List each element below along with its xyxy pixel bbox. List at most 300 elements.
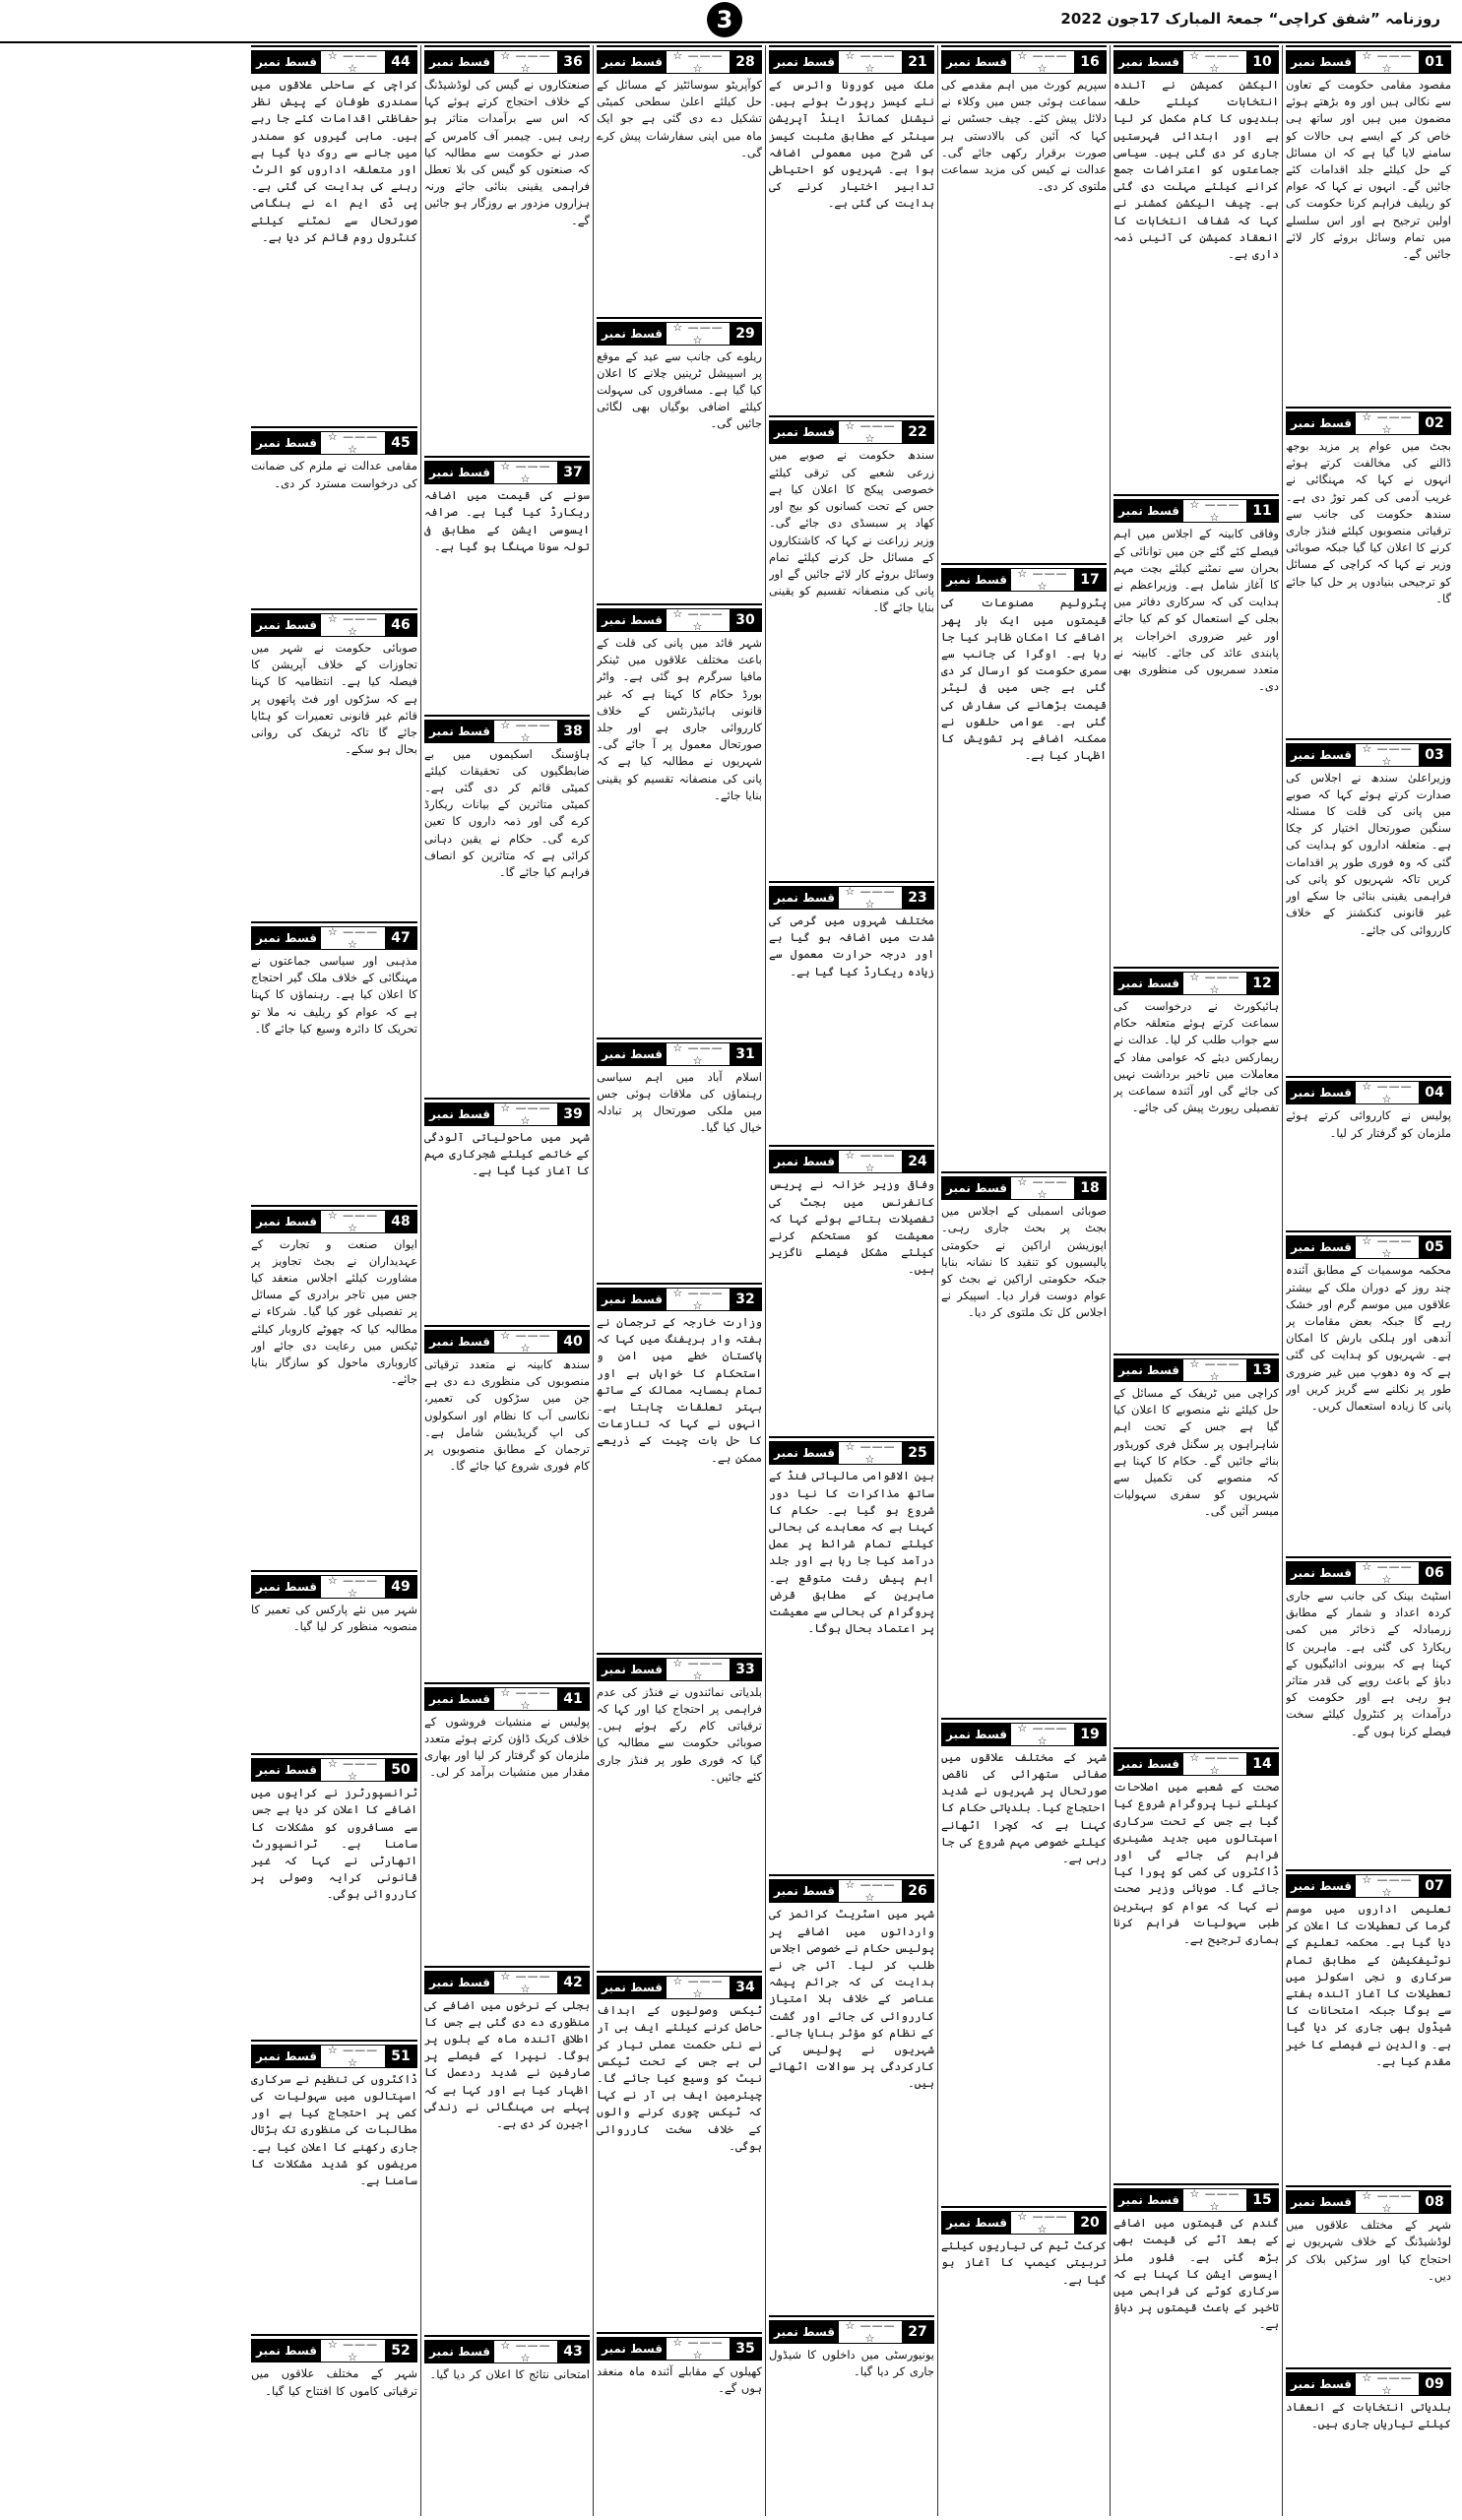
story-tag-label: قسط نمبر — [252, 614, 321, 636]
news-story — [941, 45, 1107, 559]
story-tag-label: قسط نمبر — [1287, 412, 1356, 434]
story-tag-label: قسط نمبر — [1287, 2373, 1356, 2395]
star-divider-icon: ☆ ——— ☆ — [845, 2318, 896, 2345]
star-divider-icon: ☆ ——— ☆ — [327, 430, 379, 457]
star-divider-icon: ☆ ——— ☆ — [500, 1329, 551, 1355]
news-story — [769, 415, 934, 877]
news-story — [597, 317, 762, 599]
story-header — [941, 1723, 1107, 1746]
news-story — [424, 456, 590, 711]
star-divider-icon: ☆ ——— ☆ — [500, 718, 551, 744]
story-body-text: سونے کی قیمت میں اضافہ ریکارڈ کیا گیا ہے۔ صرافہ ایسوسی ایشن کے مطابق فی تولہ سونا مہنگا ہو گیا ہے۔ — [424, 488, 590, 553]
story-body-text: وزارت خارجہ کے ترجمان نے ہفتہ وار بریفنگ میں کہا کہ پاکستان خطے میں امن و استحکام کا خواہاں ہے اور تمام ہمسایہ ممالک کے ساتھ بہتر تعلقات چاہتا ہے۔ انہوں نے کہا کہ تنازعات کا حل بات چیت کے ذریعے ممکن ہے۔ — [597, 1314, 762, 1465]
news-column — [248, 45, 420, 2516]
star-divider-icon: ☆ ——— ☆ — [845, 419, 896, 446]
story-body-text: ملک میں کورونا وائرس کے نئے کیسز رپورٹ ہوئے ہیں۔ نیشنل کمانڈ اینڈ آپریشن سینٹر کے مطابق مثبت کیسز کی شرح میں معمولی اضافہ ہوا ہے۔ شہریوں کو احتیاطی تدابیر اختیار کرنے کی ہدایت کی گئی ہے۔ — [769, 78, 934, 211]
story-header — [769, 886, 934, 910]
story-number: 50 — [385, 1759, 416, 1781]
story-header — [769, 50, 934, 74]
news-story — [597, 2332, 762, 2516]
story-header — [941, 1176, 1107, 1200]
story-number: 43 — [557, 2341, 589, 2362]
story-number: 15 — [1246, 2189, 1278, 2211]
story-body-text: شہر میں اسٹریٹ کرائمز کی وارداتوں میں اضافے پر پولیس حکام نے خصوصی اجلاس طلب کر لیا۔ آئی جی نے ہدایت کی کہ جرائم پیشہ عناصر کے خلاف بلا امتیاز کارروائی کی جائے اور گشت کے نظام کو مؤثر بنایا جائے۔ شہریوں نے پولیس کی کارکردگی پر سوالات اٹھائے ہیں۔ — [769, 1907, 934, 2091]
story-header — [424, 1687, 590, 1711]
news-columns — [8, 45, 1454, 2516]
story-number: 25 — [902, 1442, 933, 1464]
news-story — [1286, 45, 1451, 403]
story-body-text: بجٹ میں عوام پر مزید بوجھ ڈالنے کی مخالفت کرتے ہوئے انہوں نے کہا کہ مہنگائی نے غریب آدمی کی کمر توڑ دی ہے۔ سندھ حکومت کی جانب سے ترقیاتی منصوبوں کیلئے فنڈز جاری کرنے کا اعلان کیا گیا جبکہ صوبائی وزیر نے کہا کہ کراچی کے مسائل کو ترجیحی بنیادوں پر حل کیا جائے گا۔ — [1286, 438, 1451, 605]
news-column — [1110, 45, 1282, 2516]
story-number: 35 — [730, 2338, 761, 2360]
story-tag-label: قسط نمبر — [1114, 1359, 1183, 1381]
news-story — [769, 1874, 934, 2310]
story-body-text: مقصود مقامی حکومت کے تعاون سے نکالی ہیں اور وہ بڑھتے ہوئے مضمون میں ہیں اور ساتھ ہی خاص کر کے ایسے ہی حالات کو سامنے لایا گیا ہے کہ ان مسائل کے حل کیلئے جلد اقدامات کئے جائیں گے۔ انہوں نے کہا کہ عوام کو ریلیف فراہم کرنا حکومت کی اولین ترجیح ہے اور اس سلسلے میں تمام وسائل بروئے کار لائے جائیں گے۔ — [1286, 78, 1451, 262]
story-header — [941, 2211, 1107, 2235]
star-divider-icon: ☆ ——— ☆ — [327, 1757, 379, 1784]
news-story — [597, 603, 762, 1034]
story-number: 47 — [385, 927, 416, 949]
masthead-date-line: روزنامہ ”شفق کراچی“ جمعۃ المبارک 17جون 2022 — [1060, 10, 1440, 28]
star-divider-icon: ☆ ——— ☆ — [672, 320, 724, 346]
story-header — [769, 1441, 934, 1465]
story-body-text: ہائیکورٹ نے درخواست کی سماعت کرتے ہوئے متعلقہ حکام سے جواب طلب کر لیا۔ عدالت نے ریمارکس دیئے کہ عوامی مفاد کے معاملات میں تاخیر برداشت نہیں کی جائے گی اور آئندہ سماعت پر تفصیلی رپورٹ پیش کی جائے۔ — [1113, 998, 1279, 1115]
story-tag-label: قسط نمبر — [1287, 51, 1356, 73]
story-body-text: بلدیاتی انتخابات کے انعقاد کیلئے تیاریاں جاری ہیں۔ — [1286, 2399, 1451, 2430]
story-header — [941, 568, 1107, 592]
story-tag-label: قسط نمبر — [598, 1659, 667, 1680]
story-number: 34 — [730, 1977, 761, 1998]
story-number: 46 — [385, 614, 416, 636]
story-tag-label: قسط نمبر — [1114, 2189, 1183, 2211]
story-number: 06 — [1419, 1562, 1450, 1584]
story-number: 48 — [385, 1211, 416, 1232]
story-number: 51 — [385, 2046, 416, 2067]
story-tag-label: قسط نمبر — [770, 1151, 839, 1172]
story-number: 16 — [1074, 51, 1106, 73]
news-story — [251, 608, 417, 917]
story-tag-label: قسط نمبر — [598, 323, 667, 345]
news-story — [769, 1436, 934, 1870]
story-body-text: وفاقی کابینہ کے اجلاس میں اہم فیصلے کئے گئے جن میں توانائی کے بحران سے نمٹنے کیلئے بچت مہم کا آغاز شامل ہے۔ وزیراعظم نے ہدایت کی کہ سرکاری دفاتر میں بجلی کے استعمال کو کم کیا جائے اور غیر ضروری اخراجات پر پابندی عائد کی جائے۔ کابینہ نے متعدد سمریوں کی منظوری بھی دی۔ — [1113, 527, 1279, 694]
news-story — [769, 1145, 934, 1432]
star-divider-icon: ☆ ——— ☆ — [1362, 741, 1413, 768]
story-number: 04 — [1419, 1082, 1450, 1103]
story-number: 52 — [385, 2340, 416, 2362]
news-story — [1286, 407, 1451, 734]
story-tag-label: قسط نمبر — [1287, 1082, 1356, 1103]
story-number: 10 — [1246, 51, 1278, 73]
story-body-text: سندھ حکومت نے صوبے میں زرعی شعبے کی ترقی کیلئے خصوصی پیکج کا اعلان کیا ہے جس کے تحت کسانوں کو بیج اور کھاد پر سبسڈی دی جائے گی۔ وزیر زراعت نے کہا کہ کاشتکاروں کے مسائل حل کرنے کیلئے تمام وسائل بروئے کار لائے جائیں گے اور پانی کی منصفانہ تقسیم کو یقینی بنایا جائے گا۔ — [769, 448, 934, 615]
news-story — [1286, 1230, 1451, 1552]
star-divider-icon: ☆ ——— ☆ — [845, 1878, 896, 1905]
story-body-text: شہر کے مختلف علاقوں میں ترقیاتی کاموں کا افتتاح کیا گیا۔ — [251, 2366, 417, 2398]
story-header — [251, 1210, 417, 1233]
story-header — [424, 1102, 590, 1126]
star-divider-icon: ☆ ——— ☆ — [327, 1208, 379, 1234]
story-number: 28 — [730, 51, 761, 73]
news-story — [251, 1205, 417, 1566]
star-divider-icon: ☆ ——— ☆ — [1017, 2210, 1068, 2236]
news-story — [251, 2334, 417, 2516]
story-number: 31 — [730, 1043, 761, 1065]
star-divider-icon: ☆ ——— ☆ — [1189, 2187, 1240, 2214]
story-tag-label: قسط نمبر — [942, 1724, 1011, 1745]
story-tag-label: قسط نمبر — [598, 1977, 667, 1998]
news-story — [769, 2315, 934, 2516]
story-body-text: سندھ کابینہ نے متعدد ترقیاتی منصوبوں کی منظوری دے دی ہے جن میں سڑکوں کی تعمیر، نکاسی آب کا نظام اور اسکولوں کی اپ گریڈیشن شامل ہے۔ ترجمان کے مطابق منصوبوں پر کام فوری شروع کیا جائے گا۔ — [424, 1357, 590, 1474]
story-number: 27 — [902, 2321, 933, 2343]
news-story — [597, 1971, 762, 2328]
story-body-text: صوبائی اسمبلی کے اجلاس میں بجٹ پر بحث جاری رہی۔ اپوزیشن اراکین نے حکومتی پالیسیوں کو تنقید کا نشانہ بنایا جبکہ حکومتی اراکین نے بجٹ کو عوام دوست قرار دیا۔ اسپیکر نے اجلاس کل تک ملتوی کر دیا۔ — [941, 1204, 1107, 1320]
news-story — [1286, 738, 1451, 1073]
news-column — [593, 45, 765, 2516]
news-story — [1286, 1869, 1451, 2181]
story-tag-label: قسط نمبر — [598, 51, 667, 73]
story-tag-label: قسط نمبر — [425, 51, 494, 73]
story-number: 38 — [557, 721, 589, 742]
news-story — [597, 1038, 762, 1279]
story-body-text: کراچی کے ساحلی علاقوں میں سمندری طوفان کے پیش نظر حفاظتی اقدامات کئے جا رہے ہیں۔ ماہی گیروں کو سمندر میں جانے سے روک دیا گیا ہے اور متعلقہ اداروں کو الرٹ رہنے کی ہدایت کی گئی ہے۔ پی ڈی ایم اے نے ہنگامی صورتحال سے نمٹنے کیلئے کنٹرول روم قائم کر دیا ہے۔ — [251, 78, 417, 244]
star-divider-icon: ☆ ——— ☆ — [672, 1656, 724, 1682]
story-header — [1286, 1561, 1451, 1585]
story-tag-label: قسط نمبر — [252, 432, 321, 454]
story-tag-label: قسط نمبر — [1287, 1875, 1356, 1897]
story-tag-label: قسط نمبر — [252, 927, 321, 949]
story-body-text: کوآپریٹو سوسائٹیز کے مسائل کے حل کیلئے اعلیٰ سطحی کمیٹی تشکیل دے دی گئی ہے جو ایک ماہ میں اپنی سفارشات پیش کرے گی۔ — [597, 78, 762, 159]
story-tag-label: قسط نمبر — [770, 2321, 839, 2343]
story-number: 12 — [1246, 973, 1278, 994]
star-divider-icon: ☆ ——— ☆ — [672, 606, 724, 633]
star-divider-icon: ☆ ——— ☆ — [1189, 49, 1240, 75]
story-tag-label: قسط نمبر — [252, 1211, 321, 1232]
story-tag-label: قسط نمبر — [942, 51, 1011, 73]
star-divider-icon: ☆ ——— ☆ — [1189, 498, 1240, 525]
story-tag-label: قسط نمبر — [942, 1177, 1011, 1199]
story-number: 41 — [557, 1688, 589, 1710]
story-tag-label: قسط نمبر — [598, 1289, 667, 1310]
story-header — [597, 50, 762, 74]
story-body-text: مختلف شہروں میں گرمی کی شدت میں اضافہ ہو گیا ہے اور درجہ حرارت معمول سے زیادہ ریکارڈ کیا گیا ہے۔ — [769, 914, 934, 978]
star-divider-icon: ☆ ——— ☆ — [1362, 1080, 1413, 1106]
news-column — [765, 45, 937, 2516]
star-divider-icon: ☆ ——— ☆ — [672, 1286, 724, 1312]
story-body-text: پولیس نے منشیات فروشوں کے خلاف کریک ڈاؤن کرتے ہوئے متعدد ملزمان کو گرفتار کر لیا اور بھاری مقدار میں منشیات برآمد کر لی۔ — [424, 1714, 590, 1780]
story-body-text: محکمہ موسمیات کے مطابق آئندہ چند روز کے دوران ملک کے بیشتر علاقوں میں موسم گرم اور خشک رہے گا جبکہ بعض مقامات پر آندھی اور ہلکی بارش کا امکان ہے۔ شہریوں کو ہدایت کی گئی ہے کہ وہ دھوپ میں غیر ضروری طور پر نکلنے سے گریز کریں اور پانی کا زیادہ استعمال کریں۔ — [1286, 1263, 1451, 1413]
story-body-text: وزیراعلیٰ سندھ نے اجلاس کی صدارت کرتے ہوئے کہا کہ صوبے میں پانی کی قلت کا مسئلہ سنگین صورتحال اختیار کر چکا ہے۔ متعلقہ اداروں کو ہدایت کی گئی کہ وہ فوری طور پر اقدامات کریں تاکہ شہریوں کو پانی کی فراہمی یقینی بنائی جا سکے اور غیر قانونی کنکشنز کے خلاف کارروائی کی جائے۔ — [1286, 770, 1451, 937]
story-body-text: شہر میں نئے پارکس کی تعمیر کا منصوبہ منظور کر لیا گیا۔ — [251, 1602, 417, 1633]
story-body-text: کھیلوں کے مقابلے آئندہ ماہ منعقد ہوں گے۔ — [597, 2363, 762, 2395]
story-tag-label: قسط نمبر — [770, 1442, 839, 1464]
story-header — [424, 1971, 590, 1994]
story-body-text: شہر میں ماحولیاتی آلودگی کے خاتمے کیلئے شجرکاری مہم کا آغاز کیا گیا ہے۔ — [424, 1129, 590, 1178]
story-number: 01 — [1419, 51, 1450, 73]
story-header — [1113, 2188, 1279, 2212]
story-number: 39 — [557, 1103, 589, 1125]
story-body-text: الیکشن کمیشن نے آئندہ انتخابات کیلئے حلقہ بندیوں کا کام مکمل کر لیا ہے اور ابتدائی فہرستیں جاری کر دی گئی ہیں۔ سیاسی جماعتوں کو اعتراضات جمع کرانے کیلئے مہلت دی گئی ہے۔ چیف الیکشن کمشنر نے کہا کہ شفاف انتخابات کا انعقاد کمیشن کی آئینی ذمہ داری ہے۔ — [1113, 78, 1279, 262]
story-header — [597, 2337, 762, 2361]
news-story — [424, 1966, 590, 2331]
story-tag-label: قسط نمبر — [770, 887, 839, 909]
news-story — [251, 45, 417, 422]
news-story — [1113, 967, 1279, 1350]
story-number: 02 — [1419, 412, 1450, 434]
story-number: 21 — [902, 51, 933, 73]
story-header — [1286, 1081, 1451, 1104]
star-divider-icon: ☆ ——— ☆ — [672, 1040, 724, 1067]
news-story — [769, 45, 934, 411]
news-story — [941, 563, 1107, 1167]
story-body-text: پٹرولیم مصنوعات کی قیمتوں میں ایک بار پھر اضافے کا امکان ظاہر کیا جا رہا ہے۔ اوگرا کی جانب سے سمری حکومت کو ارسال کر دی گئی ہے جس میں فی لیٹر قیمت بڑھانے کی سفارش کی گئی ہے۔ عوامی حلقوں نے ممکنہ اضافے پر تشویش کا اظہار کیا ہے۔ — [941, 596, 1107, 763]
story-header — [597, 322, 762, 346]
news-column — [1282, 45, 1454, 2516]
news-story — [597, 45, 762, 313]
story-header — [251, 613, 417, 637]
story-tag-label: قسط نمبر — [252, 1759, 321, 1781]
story-tag-label: قسط نمبر — [425, 2341, 494, 2362]
story-number: 03 — [1419, 744, 1450, 766]
story-header — [251, 2339, 417, 2362]
news-story — [424, 1098, 590, 1321]
story-tag-label: قسط نمبر — [1287, 1236, 1356, 1258]
story-tag-label: قسط نمبر — [252, 1576, 321, 1598]
story-header — [1286, 2190, 1451, 2214]
story-number: 24 — [902, 1151, 933, 1172]
story-header — [597, 1042, 762, 1066]
story-tag-label: قسط نمبر — [425, 1331, 494, 1353]
story-tag-label: قسط نمبر — [252, 2340, 321, 2362]
story-number: 42 — [557, 1972, 589, 1993]
story-number: 07 — [1419, 1875, 1450, 1897]
story-tag-label: قسط نمبر — [598, 2338, 667, 2360]
story-tag-label: قسط نمبر — [252, 2046, 321, 2067]
story-header — [424, 1330, 590, 1354]
story-tag-label: قسط نمبر — [425, 1972, 494, 1993]
story-header — [769, 1879, 934, 1903]
story-tag-label: قسط نمبر — [1114, 973, 1183, 994]
story-number: 18 — [1074, 1177, 1106, 1199]
story-body-text: یونیورسٹی میں داخلوں کا شیڈول جاری کر دیا گیا۔ — [769, 2347, 934, 2378]
star-divider-icon: ☆ ——— ☆ — [500, 2338, 551, 2364]
story-header — [1286, 2372, 1451, 2396]
news-story — [1113, 2183, 1279, 2516]
star-divider-icon: ☆ ——— ☆ — [1362, 1560, 1413, 1587]
story-number: 33 — [730, 1659, 761, 1680]
news-story — [597, 1283, 762, 1649]
story-header — [1286, 1874, 1451, 1898]
news-column — [420, 45, 593, 2516]
star-divider-icon: ☆ ——— ☆ — [327, 49, 379, 75]
story-body-text: صنعتکاروں نے گیس کی لوڈشیڈنگ کے خلاف احتجاج کرتے ہوئے کہا کہ اس سے برآمدات متاثر ہو رہی ہیں۔ چیمبر آف کامرس کے صدر نے حکومت سے مطالبہ کیا کہ صنعتوں کو گیس کی بلا تعطل فراہمی یقینی بنائی جائے ورنہ ہزاروں مزدور بے روزگار ہو جائیں گے۔ — [424, 78, 590, 227]
story-number: 19 — [1074, 1724, 1106, 1745]
star-divider-icon: ☆ ——— ☆ — [327, 2043, 379, 2069]
star-divider-icon: ☆ ——— ☆ — [672, 49, 724, 75]
star-divider-icon: ☆ ——— ☆ — [1362, 1872, 1413, 1899]
story-body-text: صحت کے شعبے میں اصلاحات کیلئے نیا پروگرام شروع کیا گیا ہے جس کے تحت سرکاری اسپتالوں میں جدید مشینری فراہم کی جائے گی اور ڈاکٹروں کی کمی کو پورا کیا جائے گا۔ صوبائی وزیر صحت نے کہا کہ عوام کو بہترین طبی سہولیات فراہم کرنا ہماری ترجیح ہے۔ — [1113, 1780, 1279, 1947]
story-body-text: گندم کی قیمتوں میں اضافے کے بعد آٹے کی قیمت بھی بڑھ گئی ہے۔ فلور ملز ایسوسی ایشن کا کہنا ہے کہ سرکاری کوٹے کی فراہمی میں تاخیر کے باعث قیمتوں پر دباؤ ہے۔ — [1113, 2216, 1279, 2332]
story-header — [251, 50, 417, 74]
story-tag-label: قسط نمبر — [1287, 2191, 1356, 2213]
story-tag-label: قسط نمبر — [1114, 500, 1183, 522]
story-header — [941, 50, 1107, 74]
story-body-text: اسٹیٹ بینک کی جانب سے جاری کردہ اعداد و شمار کے مطابق زرمبادلہ کے ذخائر میں کمی ریکارڈ کی گئی ہے۔ ماہرین کا کہنا ہے کہ بیرونی ادائیگیوں کے دباؤ کے باعث روپے کی قدر متاثر ہو رہی ہے اور حکومت کو درآمدات پر کنٹرول کیلئے سخت فیصلے کرنا ہوں گے۔ — [1286, 1589, 1451, 1738]
story-number: 30 — [730, 609, 761, 631]
star-divider-icon: ☆ ——— ☆ — [500, 1685, 551, 1712]
story-body-text: صوبائی حکومت نے شہر میں تجاوزات کے خلاف آپریشن کا فیصلہ کیا ہے۔ انتظامیہ کا کہنا ہے کہ سڑکوں اور فٹ پاتھوں پر قائم غیر قانونی تعمیرات کو ہٹایا جائے گا تاکہ ٹریفک کی روانی بحال ہو سکے۔ — [251, 640, 417, 757]
story-body-text: ایوان صنعت و تجارت کے عہدیداران نے بجٹ تجاویز پر مشاورت کیلئے اجلاس منعقد کیا جس میں تاجر برادری کے مسائل پر تفصیلی غور کیا گیا۔ شرکاء نے مطالبہ کیا کہ چھوٹے کاروبار کیلئے ٹیکس میں رعایت دی جائے اور کاروباری ماحول کو سازگار بنایا جائے۔ — [251, 1236, 417, 1387]
star-divider-icon: ☆ ——— ☆ — [500, 49, 551, 75]
story-number: 09 — [1419, 2373, 1450, 2395]
star-divider-icon: ☆ ——— ☆ — [1017, 567, 1068, 594]
news-story — [424, 1682, 590, 1962]
news-story — [251, 1570, 417, 1750]
story-body-text: بین الاقوامی مالیاتی فنڈ کے ساتھ مذاکرات کا نیا دور شروع ہو گیا ہے۔ حکام کا کہنا ہے کہ معاہدے کی بحالی کیلئے تمام شرائط پر عمل درآمد کیا جا رہا ہے اور جلد اہم پیش رفت متوقع ہے۔ ماہرین کے مطابق قرض پروگرام کی بحالی سے معیشت پر اعتماد بحال ہوگا۔ — [769, 1469, 934, 1636]
star-divider-icon: ☆ ——— ☆ — [327, 2338, 379, 2364]
news-story — [1286, 2185, 1451, 2363]
story-header — [1113, 1752, 1279, 1776]
star-divider-icon: ☆ ——— ☆ — [1017, 1721, 1068, 1747]
star-divider-icon: ☆ ——— ☆ — [500, 460, 551, 486]
star-divider-icon: ☆ ——— ☆ — [500, 1969, 551, 1995]
star-divider-icon: ☆ ——— ☆ — [1362, 49, 1413, 75]
news-story — [251, 426, 417, 603]
story-number: 29 — [730, 323, 761, 345]
news-story — [251, 921, 417, 1201]
star-divider-icon: ☆ ——— ☆ — [1189, 1356, 1240, 1383]
story-number: 36 — [557, 51, 589, 73]
star-divider-icon: ☆ ——— ☆ — [845, 1149, 896, 1175]
story-number: 26 — [902, 1880, 933, 1902]
story-header — [1113, 972, 1279, 995]
story-tag-label: قسط نمبر — [1114, 51, 1183, 73]
story-body-text: ٹرانسپورٹرز نے کرایوں میں اضافے کا اعلان کر دیا ہے جس سے مسافروں کو مشکلات کا سامنا ہے۔ ٹرانسپورٹ اتھارٹی نے کہا کہ غیر قانونی کرایہ وصولی پر کارروائی ہوگی۔ — [251, 1786, 417, 1902]
star-divider-icon: ☆ ——— ☆ — [500, 1101, 551, 1127]
story-body-text: مقامی عدالت نے ملزم کی ضمانت کی درخواست مسترد کر دی۔ — [251, 459, 417, 490]
news-story — [941, 1171, 1107, 1714]
story-header — [769, 420, 934, 444]
story-body-text: ہاؤسنگ اسکیموں میں بے ضابطگیوں کی تحقیقات کیلئے کمیٹی قائم کر دی گئی ہے۔ کمیٹی متاثرین کے بیانات ریکارڈ کرے گی اور ذمہ داروں کا تعین کرے گی۔ حکام نے یقین دہانی کرائی ہے کہ متاثرین کو انصاف فراہم کیا جائے گا۔ — [424, 746, 590, 880]
star-divider-icon: ☆ ——— ☆ — [1362, 1234, 1413, 1261]
news-story — [1113, 45, 1279, 490]
story-body-text: شہر کے مختلف علاقوں میں صفائی ستھرائی کی ناقص صورتحال پر شہریوں نے شدید احتجاج کیا۔ بلدیاتی حکام کا کہنا ہے کہ کچرا اٹھانے کیلئے خصوصی مہم شروع کی جا رہی ہے۔ — [941, 1749, 1107, 1866]
story-header — [1286, 743, 1451, 767]
story-tag-label: قسط نمبر — [425, 721, 494, 742]
story-header — [1286, 50, 1451, 74]
story-tag-label: قسط نمبر — [425, 1688, 494, 1710]
story-tag-label: قسط نمبر — [1287, 1562, 1356, 1584]
story-tag-label: قسط نمبر — [770, 51, 839, 73]
story-body-text: تعلیمی اداروں میں موسم گرما کی تعطیلات کا اعلان کر دیا گیا ہے۔ محکمہ تعلیم کے نوٹیفکیشن کے مطابق تمام سرکاری و نجی اسکولز میں تعطیلات کا آغاز آئندہ ہفتے سے ہوگا جبکہ امتحانات کا شیڈول بھی جاری کر دیا گیا ہے۔ والدین نے فیصلے کا خیر مقدم کیا ہے۔ — [1286, 1901, 1451, 2068]
star-divider-icon: ☆ ——— ☆ — [1362, 2370, 1413, 2397]
story-tag-label: قسط نمبر — [425, 1103, 494, 1125]
star-divider-icon: ☆ ——— ☆ — [327, 611, 379, 638]
news-story — [424, 715, 590, 1094]
story-header — [1113, 50, 1279, 74]
story-tag-label: قسط نمبر — [598, 1043, 667, 1065]
story-body-text: امتحانی نتائج کا اعلان کر دیا گیا۔ — [429, 2366, 590, 2381]
story-number: 11 — [1246, 500, 1278, 522]
story-header — [1286, 411, 1451, 435]
news-column — [937, 45, 1110, 2516]
story-number: 08 — [1419, 2191, 1450, 2213]
story-body-text: ڈاکٹروں کی تنظیم نے سرکاری اسپتالوں میں سہولیات کی کمی پر احتجاج کیا ہے اور مطالبات کی منظوری تک ہڑتال جاری رکھنے کا اعلان کیا ہے۔ مریضوں کو شدید مشکلات کا سامنا ہے۔ — [251, 2071, 417, 2187]
story-tag-label: قسط نمبر — [1287, 744, 1356, 766]
story-number: 20 — [1074, 2212, 1106, 2234]
story-tag-label: قسط نمبر — [598, 609, 667, 631]
star-divider-icon: ☆ ——— ☆ — [672, 1975, 724, 2001]
story-header — [424, 50, 590, 74]
story-number: 37 — [557, 462, 589, 483]
news-story — [1286, 1556, 1451, 1865]
story-tag-label: قسط نمبر — [252, 51, 321, 73]
story-body-text: بجلی کے نرخوں میں اضافے کی منظوری دے دی گئی ہے جس کا اطلاق آئندہ ماہ کے بلوں پر ہوگا۔ نیپرا کے فیصلے پر صارفین نے شدید ردعمل کا اظہار کیا ہے اور کہا ہے کہ پہلے ہی مہنگائی نے زندگی اجیرن کر دی ہے۔ — [424, 1997, 590, 2131]
news-story — [941, 2206, 1107, 2516]
story-tag-label: قسط نمبر — [425, 462, 494, 483]
story-number: 14 — [1246, 1753, 1278, 1775]
news-story — [941, 1718, 1107, 2202]
star-divider-icon: ☆ ——— ☆ — [845, 885, 896, 912]
story-tag-label: قسط نمبر — [770, 421, 839, 443]
story-header — [1286, 1235, 1451, 1259]
news-story — [424, 45, 590, 452]
news-story — [424, 1325, 590, 1678]
star-divider-icon: ☆ ——— ☆ — [1017, 49, 1068, 75]
story-body-text: کراچی میں ٹریفک کے مسائل کے حل کیلئے نئے منصوبے کا اعلان کیا گیا ہے جس کے تحت اہم شاہراہوں پر سگنل فری کوریڈور بنائے جائیں گے۔ حکام کا کہنا ہے کہ منصوبے کی تکمیل سے شہریوں کو سفری سہولیات میسر آئیں گی۔ — [1113, 1385, 1279, 1519]
story-body-text: شہر کے مختلف علاقوں میں لوڈشیڈنگ کے خلاف شہریوں نے احتجاج کیا اور سڑکیں بلاک کر دیں۔ — [1286, 2218, 1451, 2283]
story-number: 40 — [557, 1331, 589, 1353]
story-body-text: وفاقی وزیر خزانہ نے پریس کانفرنس میں بجٹ کی تفصیلات بتاتے ہوئے کہا کہ معیشت کو مستحکم کرنے کیلئے مشکل فیصلے ناگزیر ہیں۔ — [769, 1177, 934, 1277]
story-header — [597, 1658, 762, 1681]
story-body-text: مذہبی اور سیاسی جماعتوں نے مہنگائی کے خلاف ملک گیر احتجاج کا اعلان کیا ہے۔ رہنماؤں کا کہنا ہے کہ عوام کو ریلیف نہ ملا تو تحریک کا دائرہ وسیع کیا جائے گا۔ — [251, 954, 417, 1036]
star-divider-icon: ☆ ——— ☆ — [1362, 410, 1413, 436]
story-header — [1113, 1358, 1279, 1382]
star-divider-icon: ☆ ——— ☆ — [1017, 1175, 1068, 1202]
story-number: 17 — [1074, 569, 1106, 591]
story-header — [251, 431, 417, 455]
story-tag-label: قسط نمبر — [770, 1880, 839, 1902]
story-body-text: کرکٹ ٹیم کی تیاریوں کیلئے تربیتی کیمپ کا آغاز ہو گیا ہے۔ — [941, 2238, 1107, 2287]
story-header — [769, 1150, 934, 1173]
story-header — [597, 608, 762, 632]
star-divider-icon: ☆ ——— ☆ — [1189, 970, 1240, 996]
story-body-text: ریلوے کی جانب سے عید کے موقع پر اسپیشل ٹرینیں چلانے کا اعلان کیا گیا ہے۔ مسافروں کی سہولت کیلئے اضافی بوگیاں بھی لگائی جائیں گی۔ — [597, 348, 762, 431]
star-divider-icon: ☆ ——— ☆ — [327, 925, 379, 952]
news-story — [251, 1753, 417, 2036]
story-tag-label: قسط نمبر — [942, 2212, 1011, 2234]
story-header — [424, 461, 590, 484]
story-header — [251, 2045, 417, 2068]
story-header — [424, 720, 590, 743]
star-divider-icon: ☆ ——— ☆ — [845, 49, 896, 75]
story-body-text: بلدیاتی نمائندوں نے فنڈز کی عدم فراہمی پر احتجاج کیا اور کہا کہ ترقیاتی کام رکے ہوئے ہیں۔ صوبائی حکومت سے مطالبہ کیا گیا کہ فوری طور پر فنڈز جاری کئے جائیں۔ — [597, 1684, 762, 1784]
story-body-text: سپریم کورٹ میں اہم مقدمے کی سماعت ہوئی جس میں وکلاء نے دلائل پیش کئے۔ چیف جسٹس نے کہا کہ آئین کی بالادستی ہر صورت برقرار رکھی جائے گی۔ عدالت نے کیس کی مزید سماعت ملتوی کر دی۔ — [941, 78, 1107, 194]
star-divider-icon: ☆ ——— ☆ — [327, 1573, 379, 1600]
story-tag-label: قسط نمبر — [1114, 1753, 1183, 1775]
star-divider-icon: ☆ ——— ☆ — [1189, 1751, 1240, 1778]
story-header — [424, 2340, 590, 2363]
story-number: 13 — [1246, 1359, 1278, 1381]
story-number: 49 — [385, 1576, 416, 1598]
story-number: 05 — [1419, 1236, 1450, 1258]
story-body-text: ٹیکس وصولیوں کے اہداف حاصل کرنے کیلئے ایف بی آر نے نئی حکمت عملی تیار کر لی ہے جس کے تحت ٹیکس نیٹ کو وسیع کیا جائے گا۔ چیئرمین ایف بی آر نے کہا کہ ٹیکس چوری کرنے والوں کے خلاف سخت کارروائی ہوگی۔ — [597, 2003, 762, 2153]
news-story — [1113, 1354, 1279, 1743]
news-story — [1113, 494, 1279, 963]
story-number: 44 — [385, 51, 416, 73]
story-tag-label: قسط نمبر — [942, 569, 1011, 591]
news-story — [1113, 1747, 1279, 2179]
story-number: 23 — [902, 887, 933, 909]
news-story — [1286, 1076, 1451, 1227]
